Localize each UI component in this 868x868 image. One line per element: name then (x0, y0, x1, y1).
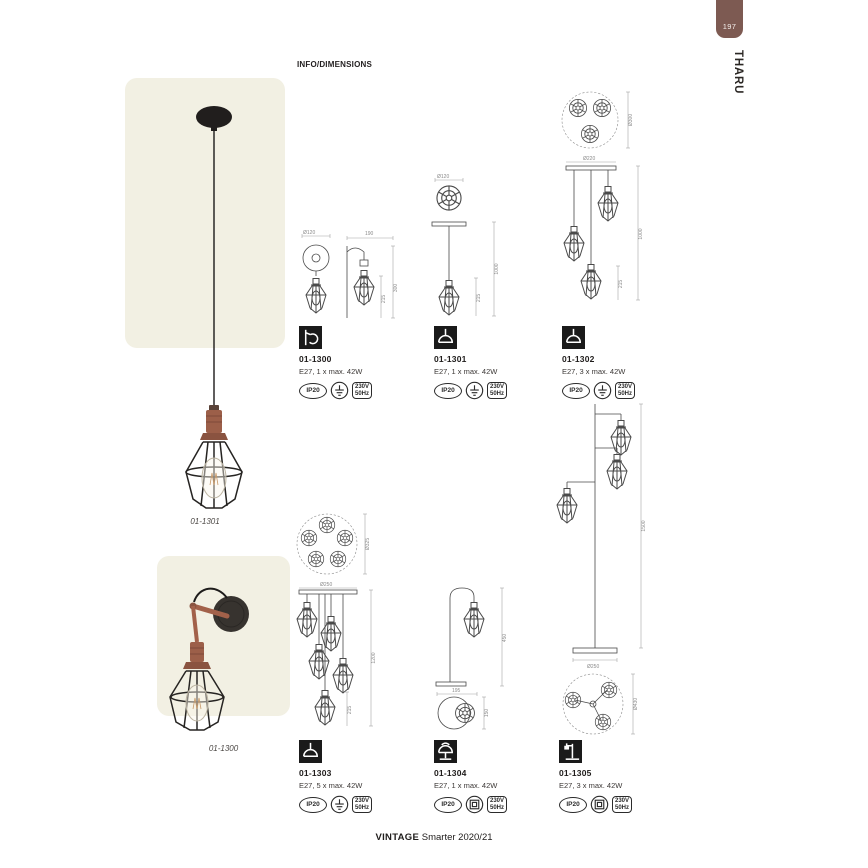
product-block-01-1302 (562, 326, 682, 400)
product-block-01-1305 (559, 740, 679, 814)
certification-badges (434, 795, 554, 814)
svg-text:1200: 1200 (371, 652, 377, 664)
svg-text:Ø300: Ø300 (628, 113, 634, 127)
product-code: 01-1302 (562, 354, 595, 364)
svg-text:215: 215 (476, 293, 482, 303)
product-spec: E27, 1 x max. 42W (434, 781, 498, 790)
svg-text:215: 215 (347, 705, 353, 715)
product-block-01-1303 (299, 740, 419, 814)
footer-brand: VINTAGE (375, 832, 420, 843)
earth-ground-icon (593, 381, 612, 400)
pendant-lamp-icon (562, 326, 585, 349)
ip-rating-badge: IP20 (434, 797, 462, 813)
dimension-drawing-01-1305 (543, 390, 658, 738)
product-block-01-1300 (299, 326, 419, 400)
svg-text:Ø120: Ø120 (303, 230, 316, 236)
voltage-badge: 230V 50Hz (615, 382, 635, 399)
photo-caption: 01-1300 (208, 744, 239, 753)
product-code: 01-1305 (559, 768, 592, 778)
product-spec: E27, 3 x max. 42W (562, 367, 626, 376)
certification-badges (434, 381, 554, 400)
product-spec: E27, 1 x max. 42W (434, 367, 498, 376)
dimension-drawing-01-1301 (424, 170, 514, 322)
voltage-badge: 230V 50Hz (612, 796, 632, 813)
class-ii-insulation-icon (465, 795, 484, 814)
ip-rating-badge: IP20 (299, 797, 327, 813)
ip-rating-badge: IP20 (299, 383, 327, 399)
svg-text:Ø120: Ø120 (437, 174, 450, 180)
section-header: INFO/DIMENSIONS (297, 60, 373, 69)
svg-text:Ø220: Ø220 (583, 156, 596, 162)
collection-side-label: THARU (732, 50, 744, 95)
product-code: 01-1301 (434, 354, 467, 364)
product-block-01-1304 (434, 740, 554, 814)
pendant-lamp-icon (299, 740, 322, 763)
product-block-01-1301 (434, 326, 554, 400)
earth-ground-icon (465, 381, 484, 400)
ip-rating-badge: IP20 (434, 383, 462, 399)
table-lamp-icon (434, 740, 457, 763)
floor-lamp-icon (559, 740, 582, 763)
product-spec: E27, 1 x max. 42W (299, 367, 363, 376)
product-spec: E27, 5 x max. 42W (299, 781, 363, 790)
svg-text:Ø250: Ø250 (587, 664, 600, 670)
product-code: 01-1300 (299, 354, 332, 364)
dimension-drawing-01-1304 (420, 582, 520, 738)
pendant-lamp-photo-art (170, 95, 260, 515)
svg-text:450: 450 (502, 633, 508, 643)
product-spec: E27, 3 x max. 42W (559, 781, 623, 790)
earth-ground-icon (330, 795, 349, 814)
svg-text:Ø430: Ø430 (633, 697, 639, 711)
voltage-badge: 230V 50Hz (487, 382, 507, 399)
svg-text:150: 150 (484, 708, 490, 718)
dimension-drawing-01-1302 (552, 86, 652, 322)
voltage-badge: 230V 50Hz (352, 796, 372, 813)
svg-text:215: 215 (618, 279, 624, 289)
ip-rating-badge: IP20 (562, 383, 590, 399)
catalog-footer (0, 832, 868, 843)
pendant-lamp-icon (434, 326, 457, 349)
certification-badges (299, 381, 419, 400)
svg-text:190: 190 (365, 231, 374, 237)
svg-text:1000: 1000 (494, 263, 500, 275)
certification-badges (562, 381, 682, 400)
svg-text:1000: 1000 (638, 228, 644, 240)
svg-text:195: 195 (452, 688, 461, 694)
ip-rating-badge: IP20 (559, 797, 587, 813)
product-code: 01-1303 (299, 768, 332, 778)
wall-lamp-icon (299, 326, 322, 349)
earth-ground-icon (330, 381, 349, 400)
voltage-badge: 230V 50Hz (352, 382, 372, 399)
dimension-drawing-01-1300 (293, 226, 403, 324)
svg-text:Ø250: Ø250 (320, 582, 333, 588)
page-number-tab (716, 0, 743, 38)
certification-badges (299, 795, 419, 814)
footer-edition: Smarter 2020/21 (419, 832, 493, 843)
photo-caption: 01-1301 (190, 517, 220, 526)
svg-text:300: 300 (393, 283, 399, 293)
class-ii-insulation-icon (590, 795, 609, 814)
product-code: 01-1304 (434, 768, 467, 778)
voltage-badge: 230V 50Hz (487, 796, 507, 813)
certification-badges (559, 795, 679, 814)
page-number: 197 (722, 22, 737, 31)
svg-text:Ø325: Ø325 (365, 537, 371, 551)
svg-text:1500: 1500 (641, 520, 647, 532)
dimension-drawing-01-1303 (291, 508, 386, 736)
svg-text:215: 215 (381, 294, 387, 304)
wall-lamp-photo-art (157, 558, 297, 736)
